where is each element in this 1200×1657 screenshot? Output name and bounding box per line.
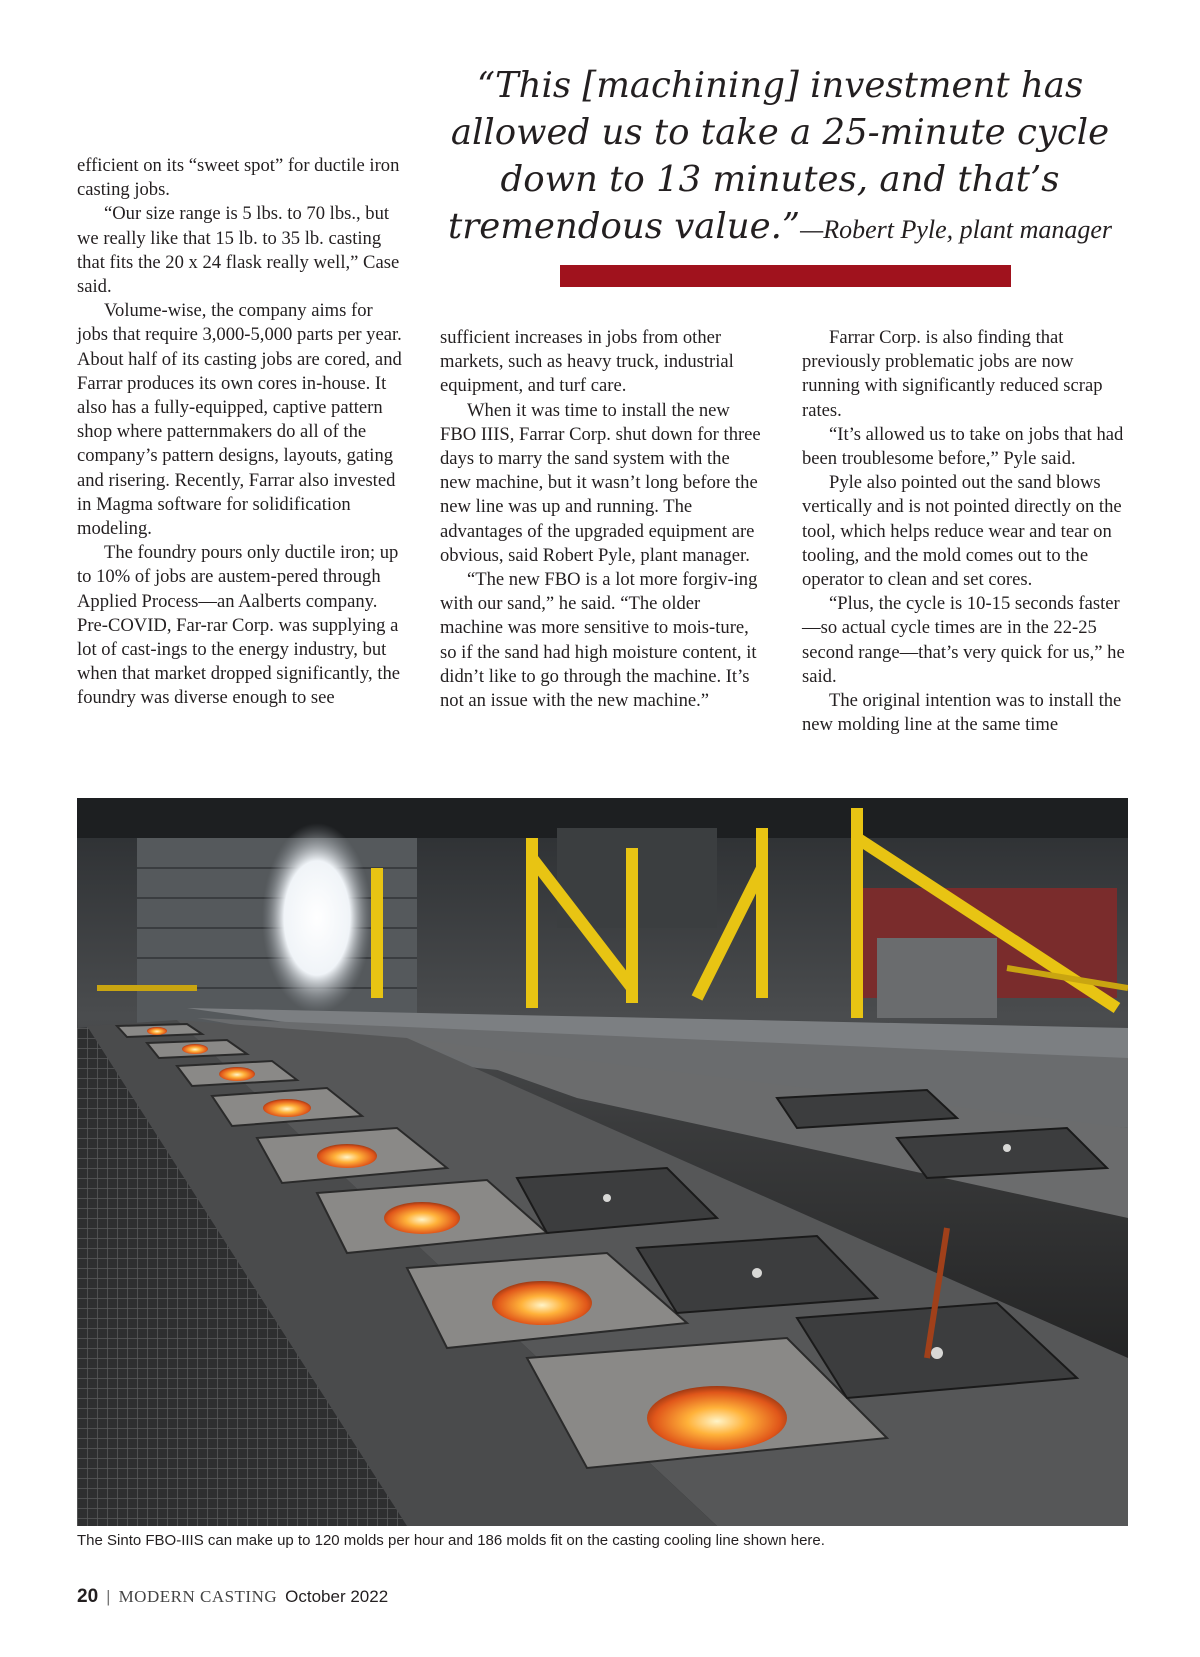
pull-quote (420, 62, 1140, 253)
photo-illustration (77, 798, 1128, 1526)
article-column-2 (440, 326, 765, 713)
paragraph: Pyle also pointed out the sand blows vertically and is not pointed directly on the tool, which helps reduce wear and tear on tooling, and the mold comes out to the operator to clean and set cores. (802, 472, 1122, 591)
article-column-1 (77, 154, 402, 711)
paragraph: The original intention was to install the new molding line at the same time (802, 690, 1122, 736)
paragraph: Volume-wise, the company aims for jobs that require 3,000-5,000 parts per year. About half of its casting jobs are cored, and Farrar produces its own cores in-house. It also has a fully-equipped, captive pattern shop where patternmakers do all of the company’s pattern designs, layouts, gating and risering. Recently, Farrar also invested in Magma software for solidification modeling. (77, 300, 402, 540)
issue-date: October 2022 (285, 1587, 389, 1606)
footer-separator: | (106, 1587, 111, 1606)
page-footer (77, 1585, 388, 1609)
foundry-cooling-line-photo (77, 798, 1128, 1526)
paragraph: “The new FBO is a lot more forgiv-ing with our sand,” he said. “The older machine was more sensitive to mois-ture, so if the sand had high moisture content, it didn’t like to go through the machine. It’s not an issue with the new machine.” (440, 569, 758, 712)
page-number: 20 (77, 1586, 99, 1607)
magazine-name: MODERN CASTING (118, 1587, 278, 1606)
pull-quote-text: “This [machining] investment has allowed us to take a 25-minute cycle down to 13 minutes, and that’s tremendous value.” (447, 65, 1110, 247)
paragraph: The foundry pours only ductile iron; up to 10% of jobs are austem-pered through Applied Process—an Aalberts company. Pre-COVID, Far-rar Corp. was supplying a lot of cast-ings to the energy industry, but when that market dropped significantly, the foundry was diverse enough to see (77, 542, 401, 709)
paragraph: “It’s allowed us to take on jobs that had been troublesome before,” Pyle said. (802, 423, 1124, 470)
article-column-3 (802, 326, 1130, 737)
paragraph: sufficient increases in jobs from other markets, such as heavy truck, industrial equipment, and turf care. (440, 327, 734, 397)
photo-caption: The Sinto FBO-IIIS can make up to 120 molds per hour and 186 molds fit on the casting cooling line shown here. (77, 1532, 825, 1549)
paragraph: “Our size range is 5 lbs. to 70 lbs., but we really like that 15 lb. to 35 lb. casting that fits the 20 x 24 flask really well,” Case said. (77, 203, 400, 298)
pull-quote-attribution: —Robert Pyle, plant manager (800, 215, 1113, 244)
paragraph: “Plus, the cycle is 10-15 seconds faster—so actual cycle times are in the 22-25 second range—that’s very quick for us,” he said. (802, 593, 1125, 687)
paragraph: efficient on its “sweet spot” for ductile iron casting jobs. (77, 155, 400, 201)
paragraph: When it was time to install the new FBO IIIS, Farrar Corp. shut down for three days to marry the sand system with the new machine, but it wasn’t long before the new line was up and running. The advantages of the upgraded equipment are obvious, said Robert Pyle, plant manager. (440, 399, 761, 566)
paragraph: Farrar Corp. is also finding that previously problematic jobs are now running with significantly reduced scrap rates. (802, 327, 1103, 421)
pull-quote-rule (560, 265, 1011, 287)
